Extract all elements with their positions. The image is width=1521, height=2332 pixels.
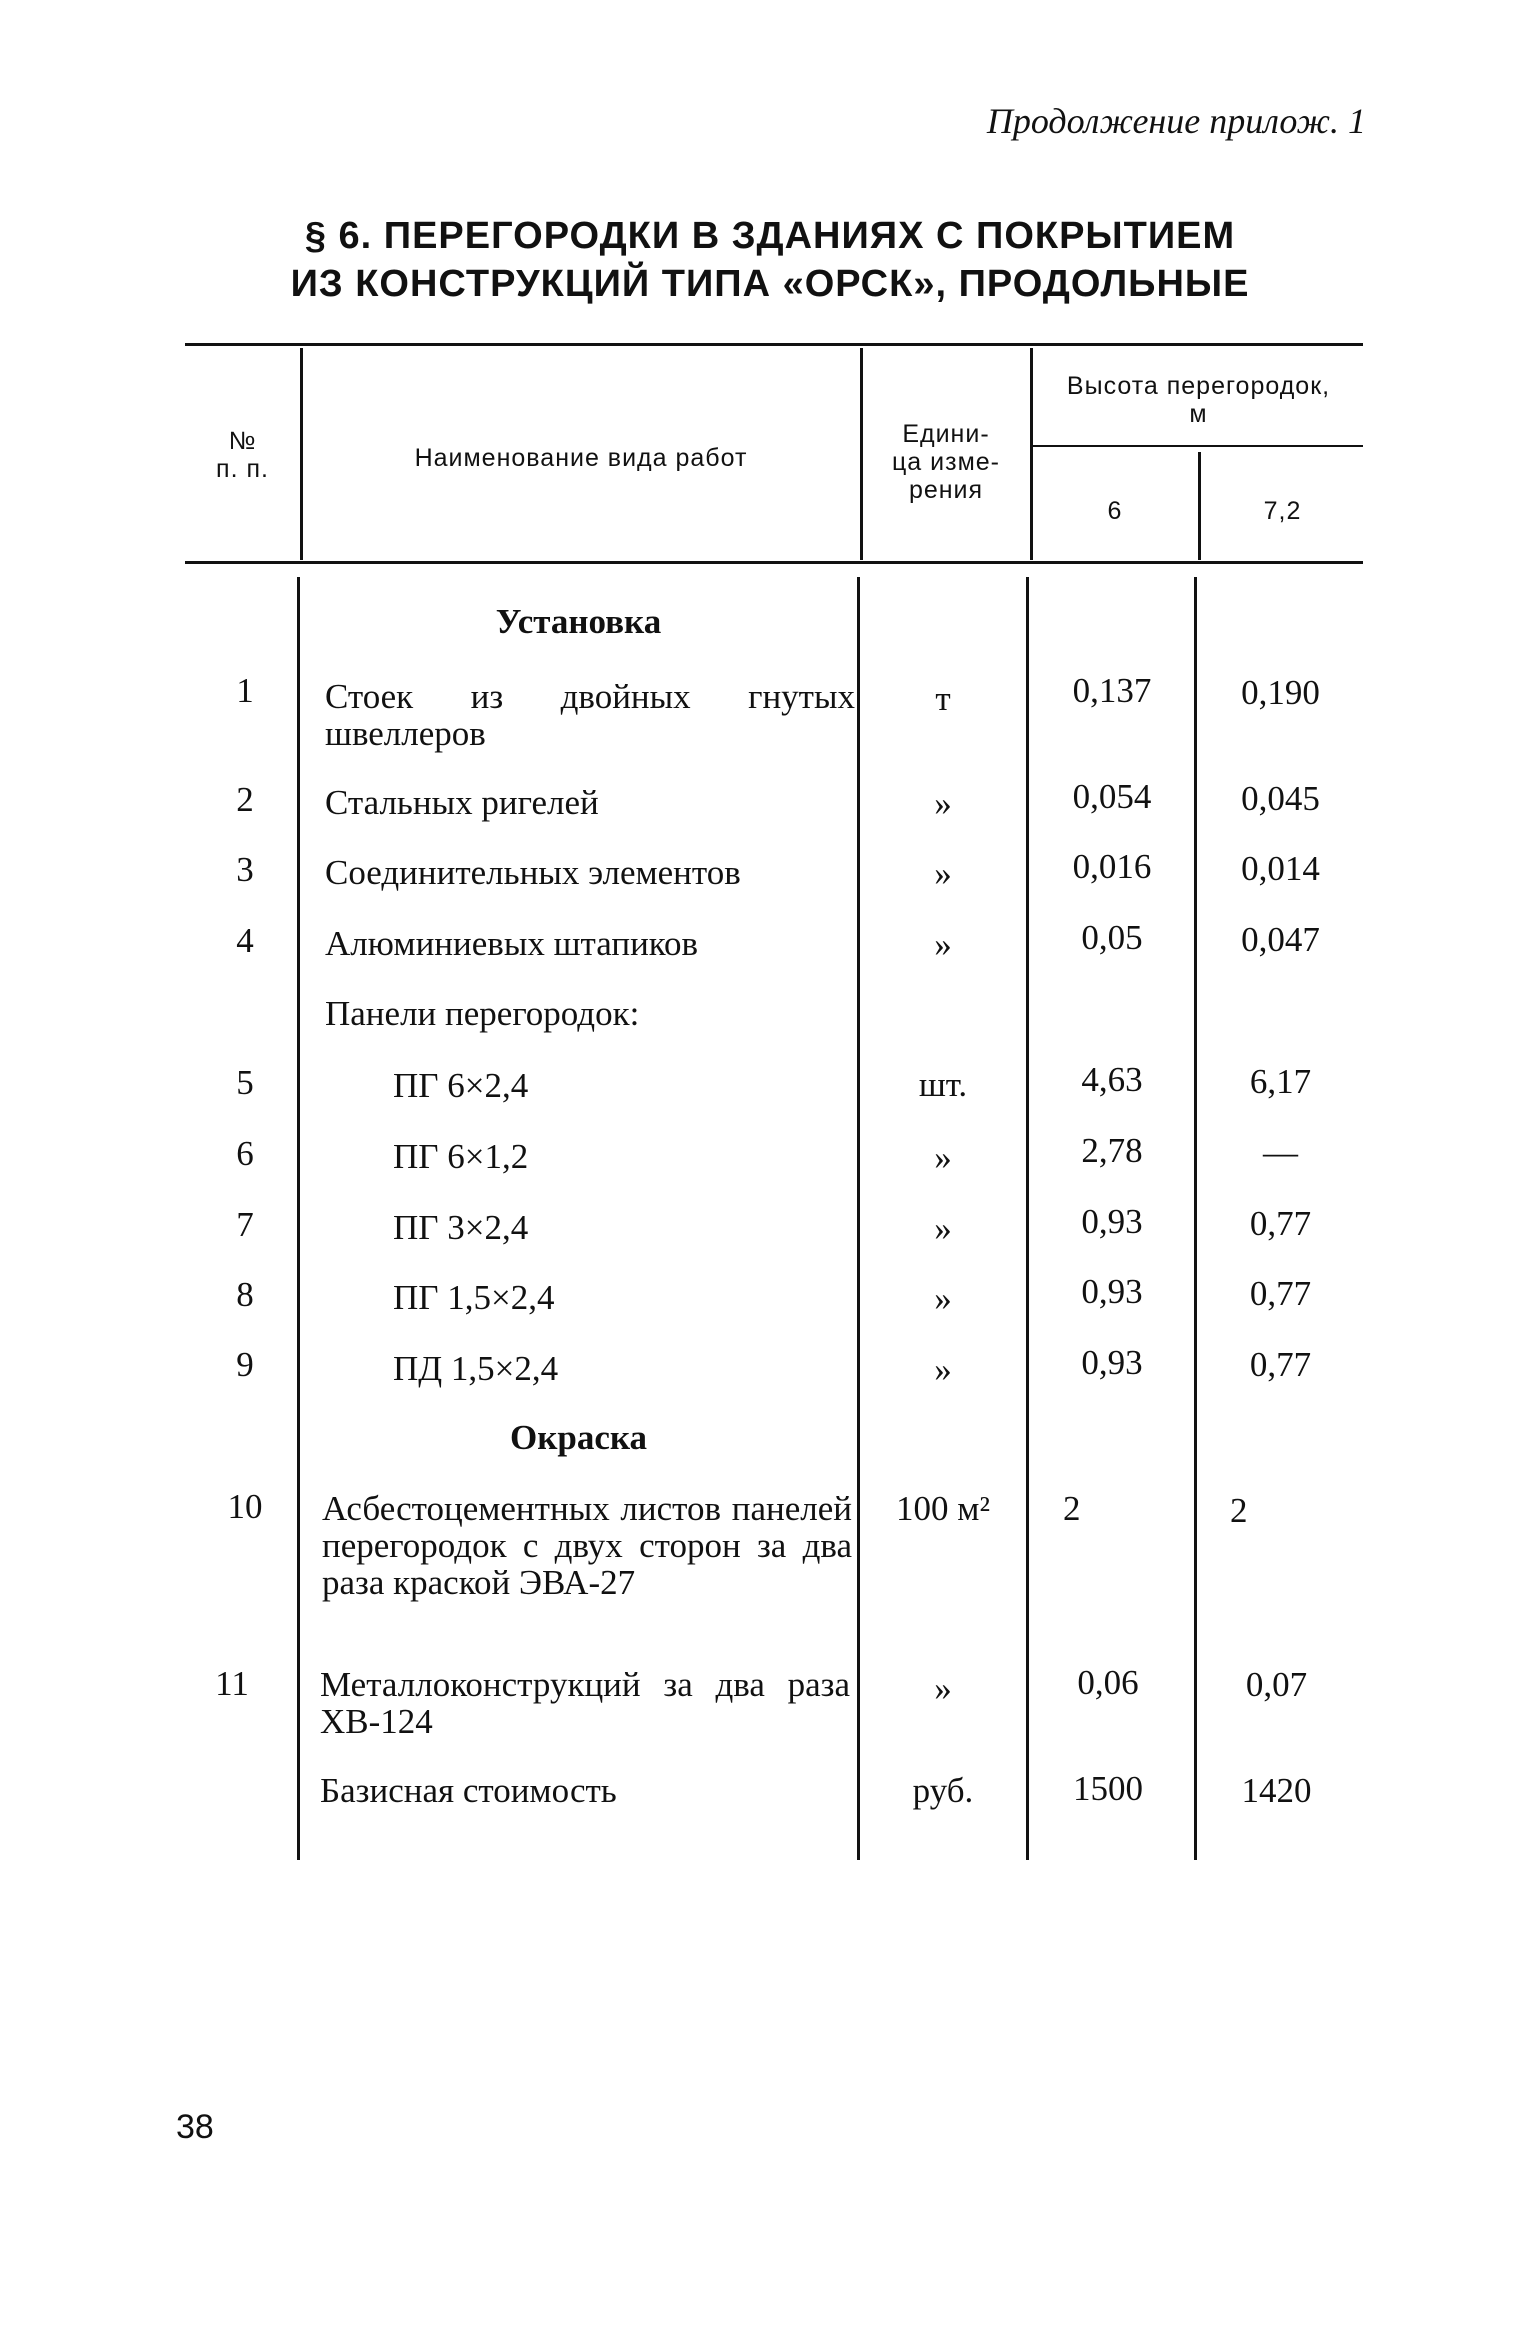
row-num: 6 <box>236 1134 254 1173</box>
row-v72: 0,045 <box>1241 779 1320 818</box>
col-header-height <box>1034 372 1363 428</box>
row-name: ПГ 6×1,2 <box>393 1137 529 1176</box>
table-top-rule <box>185 343 1363 346</box>
row-v6: 2,78 <box>1081 1131 1143 1170</box>
row-name: ПГ 3×2,4 <box>393 1208 529 1247</box>
row-num: 10 <box>227 1487 263 1526</box>
row-unit: » <box>934 784 952 823</box>
row-unit: » <box>934 1138 952 1177</box>
row-v6: 0,137 <box>1072 671 1152 710</box>
title-line-1: § 6. ПЕРЕГОРОДКИ В ЗДАНИЯХ С ПОКРЫТИЕМ <box>304 215 1236 257</box>
header-mid-rule <box>1032 445 1363 447</box>
row-unit: » <box>934 1669 952 1708</box>
row-num: 7 <box>236 1205 254 1244</box>
row-v6: 0,93 <box>1081 1202 1143 1241</box>
row-v6: 0,016 <box>1072 847 1152 886</box>
row-num: 2 <box>236 780 254 819</box>
col-divider-3-header <box>1030 348 1033 560</box>
row-v6: 4,63 <box>1081 1060 1143 1099</box>
row-unit: » <box>934 925 952 964</box>
row-num: 4 <box>236 921 254 960</box>
col-divider-1-body <box>297 577 300 1860</box>
row-v72: 0,07 <box>1245 1665 1308 1704</box>
col-header-h72: 7,2 <box>1263 497 1302 525</box>
row-v6: 0,06 <box>1077 1663 1139 1702</box>
row-v72: 6,17 <box>1249 1062 1312 1101</box>
row-name: Алюминиевых штапиков <box>325 924 699 963</box>
row-v72: 0,047 <box>1241 920 1320 959</box>
header-bottom-rule <box>185 561 1363 564</box>
row-v6: 0,054 <box>1072 777 1152 816</box>
row-v72: 2 <box>1230 1491 1248 1530</box>
col-header-num-line1: № <box>228 427 257 455</box>
row-unit: т <box>935 679 951 718</box>
row-unit: шт. <box>918 1065 968 1104</box>
row-v6: 0,05 <box>1081 918 1143 957</box>
section-title <box>185 212 1355 308</box>
row-unit: » <box>934 854 952 893</box>
col-header-unit-line1: Едини- <box>902 420 990 448</box>
row-v6: 2 <box>1063 1489 1081 1528</box>
row-name: Соединительных элементов <box>325 853 741 892</box>
row-num: 11 <box>215 1664 249 1703</box>
base-cost-v6: 1500 <box>1073 1769 1143 1808</box>
row-num: 8 <box>236 1275 254 1314</box>
col-header-height-line2: м <box>1189 400 1208 428</box>
base-cost-name: Базисная стоимость <box>320 1771 617 1810</box>
row-name: ПГ 1,5×2,4 <box>393 1278 555 1317</box>
row-name: ПГ 6×2,4 <box>393 1066 529 1105</box>
col-divider-2-header <box>860 348 863 560</box>
row-v72: 0,77 <box>1249 1345 1312 1384</box>
row-v72: 0,77 <box>1249 1204 1312 1243</box>
continuation-label: Продолжение прилож. 1 <box>986 101 1366 141</box>
row-num: 9 <box>236 1345 254 1384</box>
row-v6: 0,93 <box>1081 1343 1143 1382</box>
row-num: 5 <box>236 1063 254 1102</box>
col-header-h6: 6 <box>1107 497 1123 525</box>
col-header-num <box>190 427 295 483</box>
row-unit: » <box>934 1279 952 1318</box>
base-cost-unit: руб. <box>912 1771 974 1810</box>
row-name: Стальных ригелей <box>325 783 599 822</box>
row-unit: » <box>934 1350 952 1389</box>
col-header-name: Наименование вида работ <box>414 444 748 472</box>
section-install: Установка <box>495 602 662 641</box>
title-line-2: ИЗ КОНСТРУКЦИЙ ТИПА «ОРСК», ПРОДОЛЬНЫЕ <box>290 263 1250 305</box>
row-unit: » <box>934 1209 952 1248</box>
col-header-height-line1: Высота перегородок, <box>1066 372 1331 400</box>
col-header-num-line2: п. п. <box>216 455 269 483</box>
base-cost-v72: 1420 <box>1241 1771 1312 1810</box>
page-number: 38 <box>176 2108 214 2146</box>
row-v72: — <box>1263 1133 1298 1172</box>
row-v72: 0,014 <box>1241 849 1320 888</box>
col-header-unit-line3: рения <box>908 476 984 504</box>
section-paint: Окраска <box>509 1418 648 1457</box>
row-v72: 0,77 <box>1249 1274 1312 1313</box>
col-header-unit <box>864 420 1028 504</box>
row-name: Металлоконструкций за два раза ХВ-124 <box>320 1665 850 1741</box>
row-v6: 0,93 <box>1081 1272 1143 1311</box>
row-v72: 0,190 <box>1241 673 1320 712</box>
row-name: Асбестоцементных листов панелей перегородок с двух сторон за два раза краской ЭВА-27 <box>322 1489 852 1602</box>
col-header-unit-line2: ца изме- <box>891 448 1000 476</box>
col-divider-4-header <box>1198 452 1201 560</box>
col-divider-1-header <box>300 348 303 560</box>
row-num: 1 <box>236 671 254 710</box>
row-num: 3 <box>236 850 254 889</box>
group-panels: Панели перегородок: <box>325 994 640 1033</box>
row-name: Стоек из двойных гнутых швеллеров <box>325 677 855 753</box>
row-unit: 100 м² <box>896 1489 990 1528</box>
row-name: ПД 1,5×2,4 <box>393 1349 559 1388</box>
